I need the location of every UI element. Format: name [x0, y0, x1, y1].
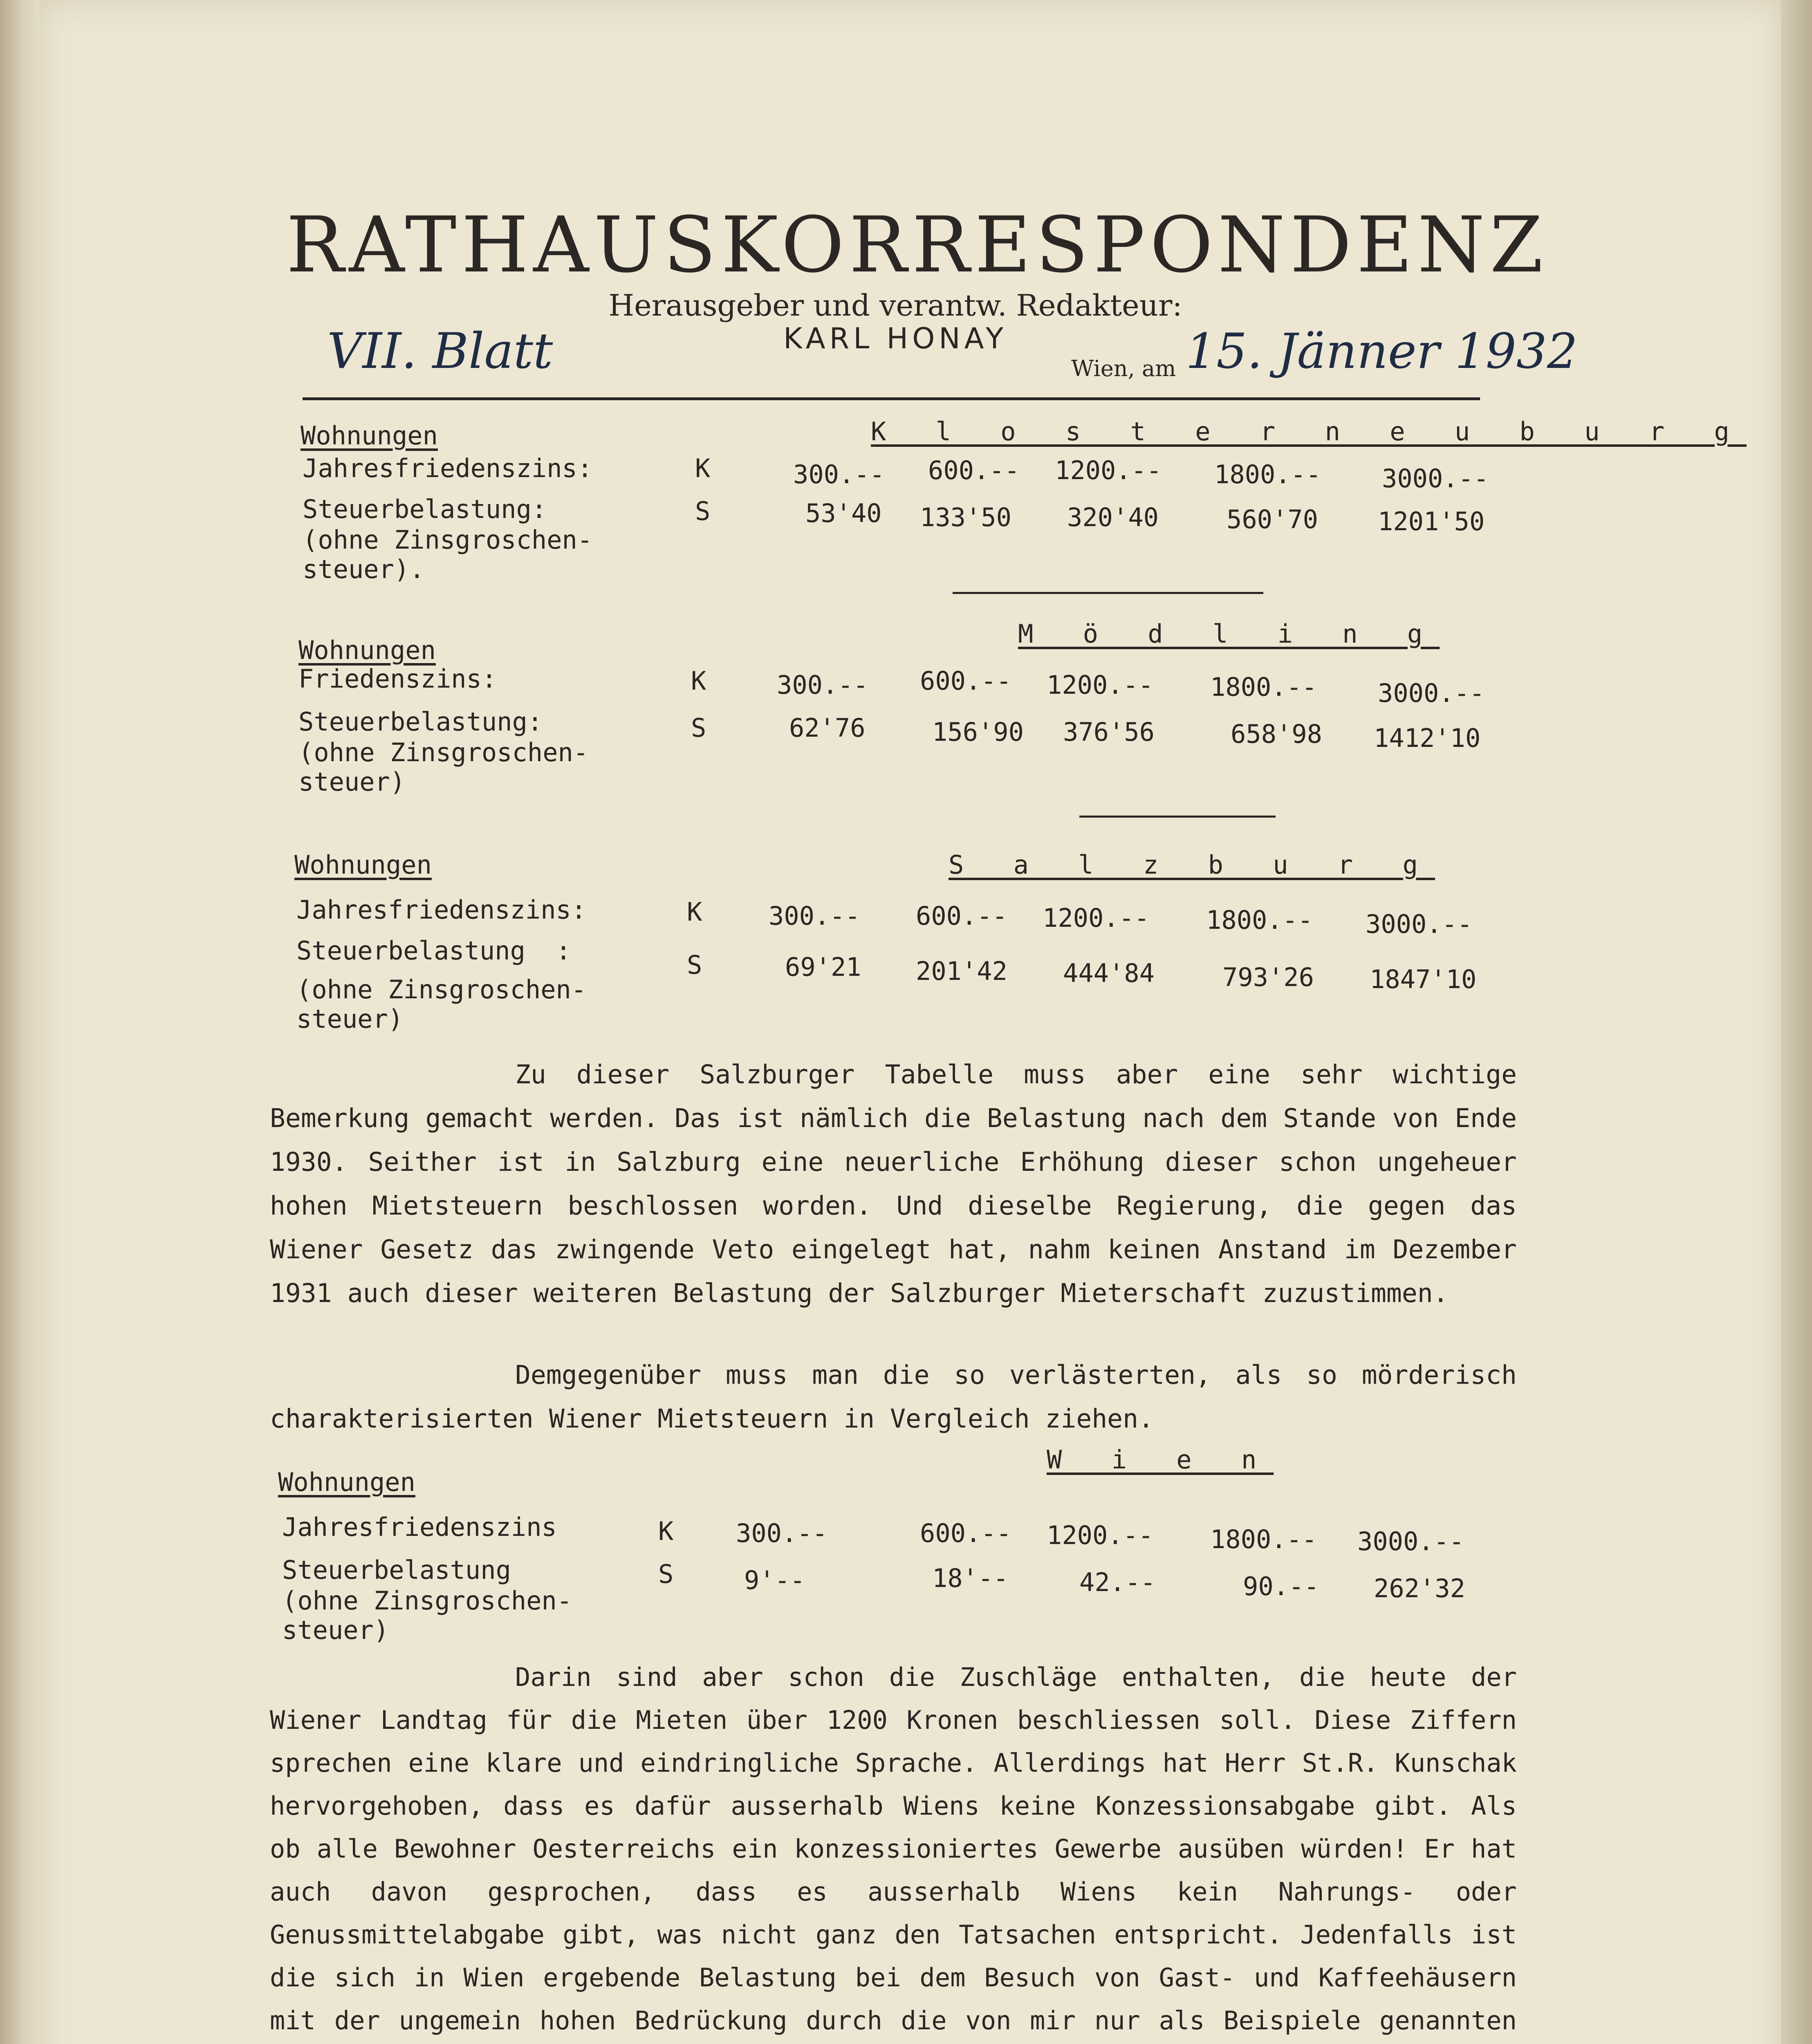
value: 320'40 — [1067, 502, 1159, 532]
unit: K — [687, 897, 702, 927]
value: 3000.-- — [1366, 909, 1473, 939]
value: 18'-- — [932, 1563, 1009, 1593]
value: 300.-- — [777, 670, 868, 700]
row-label: Friedenszins: — [298, 664, 497, 694]
value: 201'42 — [916, 956, 1007, 986]
row-note: (ohne Zinsgroschen- steuer) — [298, 737, 589, 797]
value: 1200.-- — [1043, 903, 1150, 933]
separator-rule — [1079, 816, 1276, 818]
value: 3000.-- — [1357, 1526, 1464, 1556]
value: 42.-- — [1079, 1567, 1156, 1597]
row-label: Steuerbelastung: — [303, 494, 547, 524]
value: 600.-- — [920, 1518, 1011, 1548]
value: 1412'10 — [1374, 723, 1481, 753]
value: 1847'10 — [1370, 964, 1477, 994]
unit: S — [658, 1559, 674, 1589]
row-note: (ohne Zinsgroschen- steuer). — [303, 525, 593, 584]
table-head-label: Wohnungen — [294, 850, 432, 880]
value: 560'70 — [1227, 504, 1318, 534]
value: 262'32 — [1374, 1573, 1465, 1603]
value: 1200.-- — [1055, 455, 1162, 485]
row-note: (ohne Zinsgroschen- steuer) — [296, 975, 587, 1034]
handwritten-sheet-number: VII. Blatt — [327, 323, 553, 380]
paragraph-text: Zu dieser Salzburger Tabelle muss aber eine sehr wichtige Bemerkung gemacht werden. Das ist nämlich die Belastung nach dem Stande von Ende 1930. Seither ist in Salzburg eine neuerliche Erhöhung dieser schon ungeheuer hohen Mietsteuern beschlossen worden. Und dieselbe Regierung, die gegen das Wiener Gesetz das zwingende Veto eingelegt hat, nahm keinen Anstand im Dezember 1931 auch dieser weiteren Belastung der Salzburger Mieterschaft zuzustimmen. — [270, 1060, 1517, 1308]
value: 600.-- — [928, 455, 1020, 485]
value: 69'21 — [785, 952, 861, 982]
value: 1800.-- — [1210, 1524, 1317, 1554]
unit: K — [658, 1516, 674, 1546]
row-label: Steuerbelastung — [282, 1555, 511, 1585]
value: 3000.-- — [1378, 678, 1485, 708]
value: 3000.-- — [1382, 464, 1489, 493]
row-label: Jahresfriedenszins: — [296, 895, 587, 925]
value: 90.-- — [1243, 1571, 1319, 1601]
value: 300.-- — [736, 1518, 828, 1548]
row-note: (ohne Zinsgroschen- steuer) — [282, 1586, 572, 1645]
unit: S — [691, 713, 706, 743]
row-label: Jahresfriedenszins — [282, 1512, 557, 1542]
value: 1800.-- — [1210, 672, 1317, 702]
publisher-line: Herausgeber und verantw. Redakteur: — [608, 288, 1182, 323]
location-heading: S a l z b u r g — [949, 850, 1435, 880]
value: 1800.-- — [1214, 459, 1321, 489]
value: 1200.-- — [1047, 670, 1154, 700]
location-heading: W i e n — [1047, 1445, 1274, 1475]
value: 376'56 — [1063, 717, 1155, 747]
value: 133'50 — [920, 502, 1011, 532]
table-head-label: Wohnungen — [301, 421, 438, 450]
unit: S — [695, 496, 711, 526]
value: 300.-- — [769, 901, 860, 931]
location-heading: M ö d l i n g — [1018, 619, 1440, 649]
unit: K — [695, 453, 711, 483]
value: 53'40 — [805, 498, 882, 528]
row-label: Steuerbelastung : — [296, 936, 571, 966]
masthead-title: RATHAUSKORRESPONDENZ — [286, 200, 1548, 290]
paragraph-text: Darin sind aber schon die Zuschläge enthalten, die heute der Wiener Landtag für die Mieten über 1200 Kronen beschliessen soll. Diese Ziffern sprechen eine klare und eindringliche Sprache. Allerdings hat Herr St.R. Kunschak hervorgehoben, dass es dafür ausserhalb Wiens keine Konzessionsabgabe gibt. Als ob alle Bewohner Oesterreichs ein konzessioniertes Gewerbe ausüben würden! Er hat auch davon gesprochen, dass es ausserhalb Wiens kein Nahrungs- oder Genussmittelabgabe gibt, was nicht ganz den Tatsachen entspricht. Jedenfalls ist die sich in Wien ergebende Belastung bei dem Besuch von Gast- und Kaffeehäusern mit der ungemein hohen Bedrückung durch die von mir nur als Beispiele genannten — [270, 1662, 1517, 2035]
book-binding — [0, 0, 39, 2044]
location-heading: K l o s t e r n e u b u r g — [871, 417, 1747, 446]
value: 444'84 — [1063, 958, 1155, 988]
table-head-label: Wohnungen — [278, 1467, 415, 1497]
place-date-label: Wien, am — [1071, 356, 1176, 381]
value: 793'26 — [1222, 962, 1314, 992]
separator-rule — [953, 592, 1263, 594]
row-label: Jahresfriedenszins: — [303, 453, 593, 483]
value: 658'98 — [1231, 719, 1322, 749]
value: 156'90 — [932, 717, 1024, 747]
paragraph-text: Demgegenüber muss man die so verlästerten, als so mörderisch charakterisierten Wiener Mietsteuern in Vergleich ziehen. — [270, 1360, 1517, 1434]
page-edge — [1781, 0, 1812, 2044]
value: 62'76 — [789, 713, 866, 743]
editor-name: KARL HONAY — [783, 322, 1007, 355]
masthead-rule — [303, 397, 1480, 400]
value: 300.-- — [793, 459, 885, 489]
value: 1200.-- — [1047, 1520, 1154, 1550]
value: 1800.-- — [1206, 905, 1313, 935]
unit: S — [687, 950, 702, 980]
handwritten-date: 15. Jänner 1932 — [1186, 323, 1578, 379]
value: 1201'50 — [1378, 507, 1485, 536]
unit: K — [691, 666, 706, 696]
row-label: Steuerbelastung: — [298, 707, 543, 737]
paragraph-comparison — [270, 1353, 1517, 1441]
value: 9'-- — [744, 1565, 805, 1595]
value: 600.-- — [920, 666, 1011, 696]
value: 600.-- — [916, 901, 1007, 931]
table-head-label: Wohnungen — [298, 635, 436, 665]
paragraph-salzburg-remark — [270, 1053, 1517, 1315]
paragraph-main — [270, 1656, 1517, 2044]
